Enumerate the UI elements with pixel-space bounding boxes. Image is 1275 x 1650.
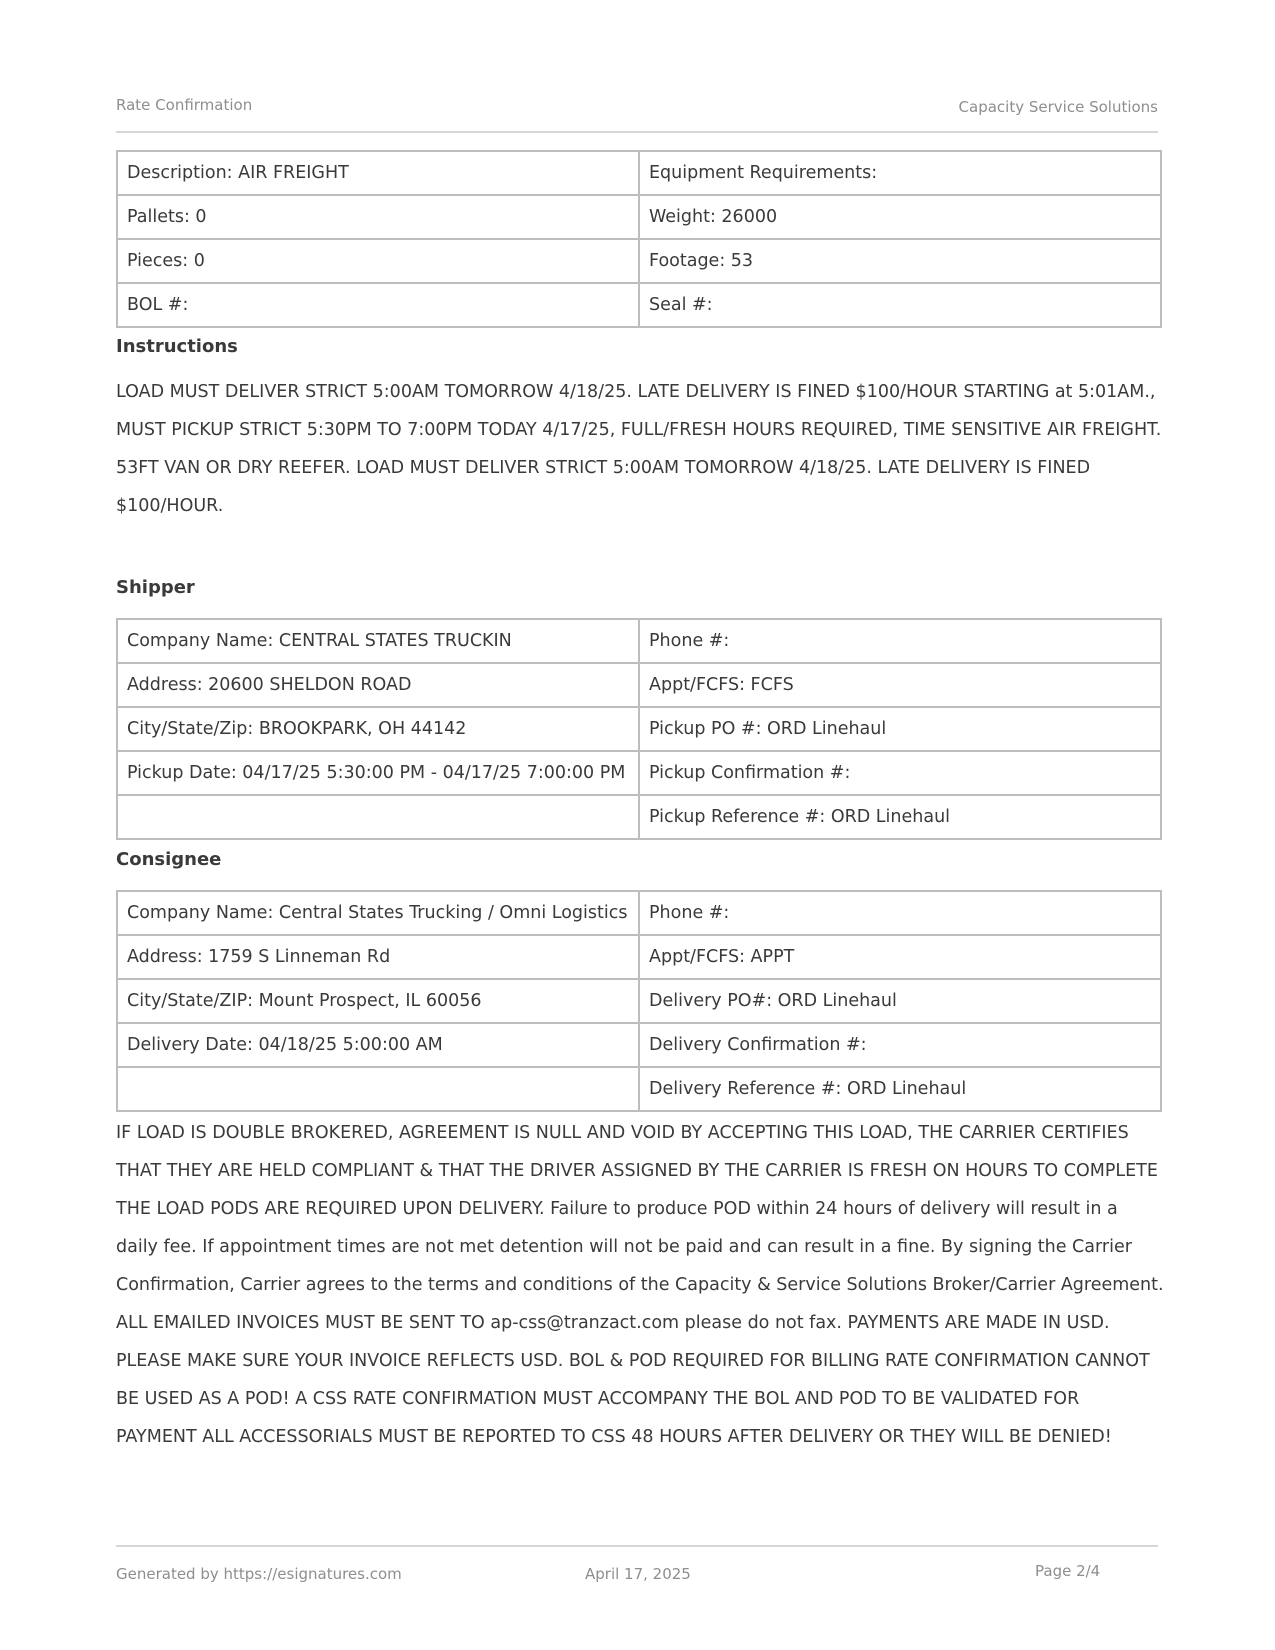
table-row xyxy=(117,891,1161,935)
consignee-phone-cell: Phone #: xyxy=(639,891,1161,935)
page-number: Page 2/4 xyxy=(1035,1562,1101,1580)
table-row xyxy=(117,751,1161,795)
freight-details-table xyxy=(116,150,1162,328)
consignee-city-cell: City/State/ZIP: Mount Prospect, IL 60056 xyxy=(117,979,639,1023)
pickup-reference-cell: Pickup Reference #: ORD Linehaul xyxy=(639,795,1161,839)
pickup-confirmation-cell: Pickup Confirmation #: xyxy=(639,751,1161,795)
shipper-heading: Shipper xyxy=(116,577,195,598)
footer-date: April 17, 2025 xyxy=(585,1565,691,1583)
terms-line: daily fee. If appointment times are not met detention will not be paid and can result in a fine. By signing the Carrier xyxy=(116,1237,1132,1257)
pieces-cell: Pieces: 0 xyxy=(117,239,639,283)
empty-cell xyxy=(117,795,639,839)
delivery-date-cell: Delivery Date: 04/18/25 5:00:00 AM xyxy=(117,1023,639,1067)
header-divider xyxy=(116,131,1158,133)
table-row xyxy=(117,283,1161,327)
consignee-address-cell: Address: 1759 S Linneman Rd xyxy=(117,935,639,979)
instructions-heading: Instructions xyxy=(116,336,238,357)
table-row xyxy=(117,619,1161,663)
table-row xyxy=(117,151,1161,195)
table-row xyxy=(117,979,1161,1023)
terms-text xyxy=(116,1114,1166,1456)
table-row xyxy=(117,1067,1161,1111)
bol-cell: BOL #: xyxy=(117,283,639,327)
document-title: Rate Confirmation xyxy=(116,96,253,114)
table-row xyxy=(117,935,1161,979)
pickup-po-cell: Pickup PO #: ORD Linehaul xyxy=(639,707,1161,751)
footer-divider xyxy=(116,1545,1158,1547)
shipper-table xyxy=(116,618,1162,840)
shipper-address-cell: Address: 20600 SHELDON ROAD xyxy=(117,663,639,707)
terms-line: THAT THEY ARE HELD COMPLIANT & THAT THE DRIVER ASSIGNED BY THE CARRIER IS FRESH ON HOURS TO COMPLETE xyxy=(116,1161,1158,1181)
shipper-phone-cell: Phone #: xyxy=(639,619,1161,663)
terms-line: PLEASE MAKE SURE YOUR INVOICE REFLECTS USD. BOL & POD REQUIRED FOR BILLING RATE CONFIRMATION CANNOT xyxy=(116,1351,1150,1371)
table-row xyxy=(117,663,1161,707)
equipment-requirements-cell: Equipment Requirements: xyxy=(639,151,1161,195)
delivery-po-cell: Delivery PO#: ORD Linehaul xyxy=(639,979,1161,1023)
description-cell: Description: AIR FREIGHT xyxy=(117,151,639,195)
consignee-table xyxy=(116,890,1162,1112)
shipper-appt-cell: Appt/FCFS: FCFS xyxy=(639,663,1161,707)
instructions-line: 53FT VAN OR DRY REEFER. LOAD MUST DELIVER STRICT 5:00AM TOMORROW 4/18/25. LATE DELIVERY IS FINED xyxy=(116,458,1091,478)
seal-cell: Seal #: xyxy=(639,283,1161,327)
instructions-line: $100/HOUR. xyxy=(116,496,224,516)
terms-line: THE LOAD PODS ARE REQUIRED UPON DELIVERY. Failure to produce POD within 24 hours of delivery will result in a xyxy=(116,1199,1118,1219)
table-row xyxy=(117,707,1161,751)
pickup-date-cell: Pickup Date: 04/17/25 5:30:00 PM - 04/17/25 7:00:00 PM xyxy=(117,751,639,795)
shipper-company-cell: Company Name: CENTRAL STATES TRUCKIN xyxy=(117,619,639,663)
terms-line: Confirmation, Carrier agrees to the terms and conditions of the Capacity & Service Solutions Broker/Carrier Agreement. xyxy=(116,1275,1164,1295)
terms-line: IF LOAD IS DOUBLE BROKERED, AGREEMENT IS NULL AND VOID BY ACCEPTING THIS LOAD, THE CARRIER CERTIFIES xyxy=(116,1123,1129,1143)
weight-cell: Weight: 26000 xyxy=(639,195,1161,239)
terms-line: PAYMENT ALL ACCESSORIALS MUST BE REPORTED TO CSS 48 HOURS AFTER DELIVERY OR THEY WILL BE DENIED! xyxy=(116,1427,1112,1447)
consignee-appt-cell: Appt/FCFS: APPT xyxy=(639,935,1161,979)
table-row xyxy=(117,239,1161,283)
page-header xyxy=(116,96,1158,116)
delivery-confirmation-cell: Delivery Confirmation #: xyxy=(639,1023,1161,1067)
generated-by-text: Generated by https://esignatures.com xyxy=(116,1565,402,1583)
consignee-company-cell: Company Name: Central States Trucking / Omni Logistics xyxy=(117,891,639,935)
instructions-line: LOAD MUST DELIVER STRICT 5:00AM TOMORROW 4/18/25. LATE DELIVERY IS FINED $100/HOUR STARTING at 5:01AM., xyxy=(116,382,1156,402)
consignee-heading: Consignee xyxy=(116,849,222,870)
terms-line: ALL EMAILED INVOICES MUST BE SENT TO ap-css@tranzact.com please do not fax. PAYMENTS ARE MADE IN USD. xyxy=(116,1313,1110,1333)
instructions-line: MUST PICKUP STRICT 5:30PM TO 7:00PM TODAY 4/17/25, FULL/FRESH HOURS REQUIRED, TIME SENSITIVE AIR FREIGHT. xyxy=(116,420,1162,440)
shipper-city-cell: City/State/Zip: BROOKPARK, OH 44142 xyxy=(117,707,639,751)
table-row xyxy=(117,795,1161,839)
company-name: Capacity Service Solutions xyxy=(958,98,1158,116)
delivery-reference-cell: Delivery Reference #: ORD Linehaul xyxy=(639,1067,1161,1111)
pallets-cell: Pallets: 0 xyxy=(117,195,639,239)
terms-line: BE USED AS A POD! A CSS RATE CONFIRMATION MUST ACCOMPANY THE BOL AND POD TO BE VALIDATED FOR xyxy=(116,1389,1080,1409)
empty-cell xyxy=(117,1067,639,1111)
footage-cell: Footage: 53 xyxy=(639,239,1161,283)
table-row xyxy=(117,195,1161,239)
table-row xyxy=(117,1023,1161,1067)
instructions-text xyxy=(116,373,1166,525)
